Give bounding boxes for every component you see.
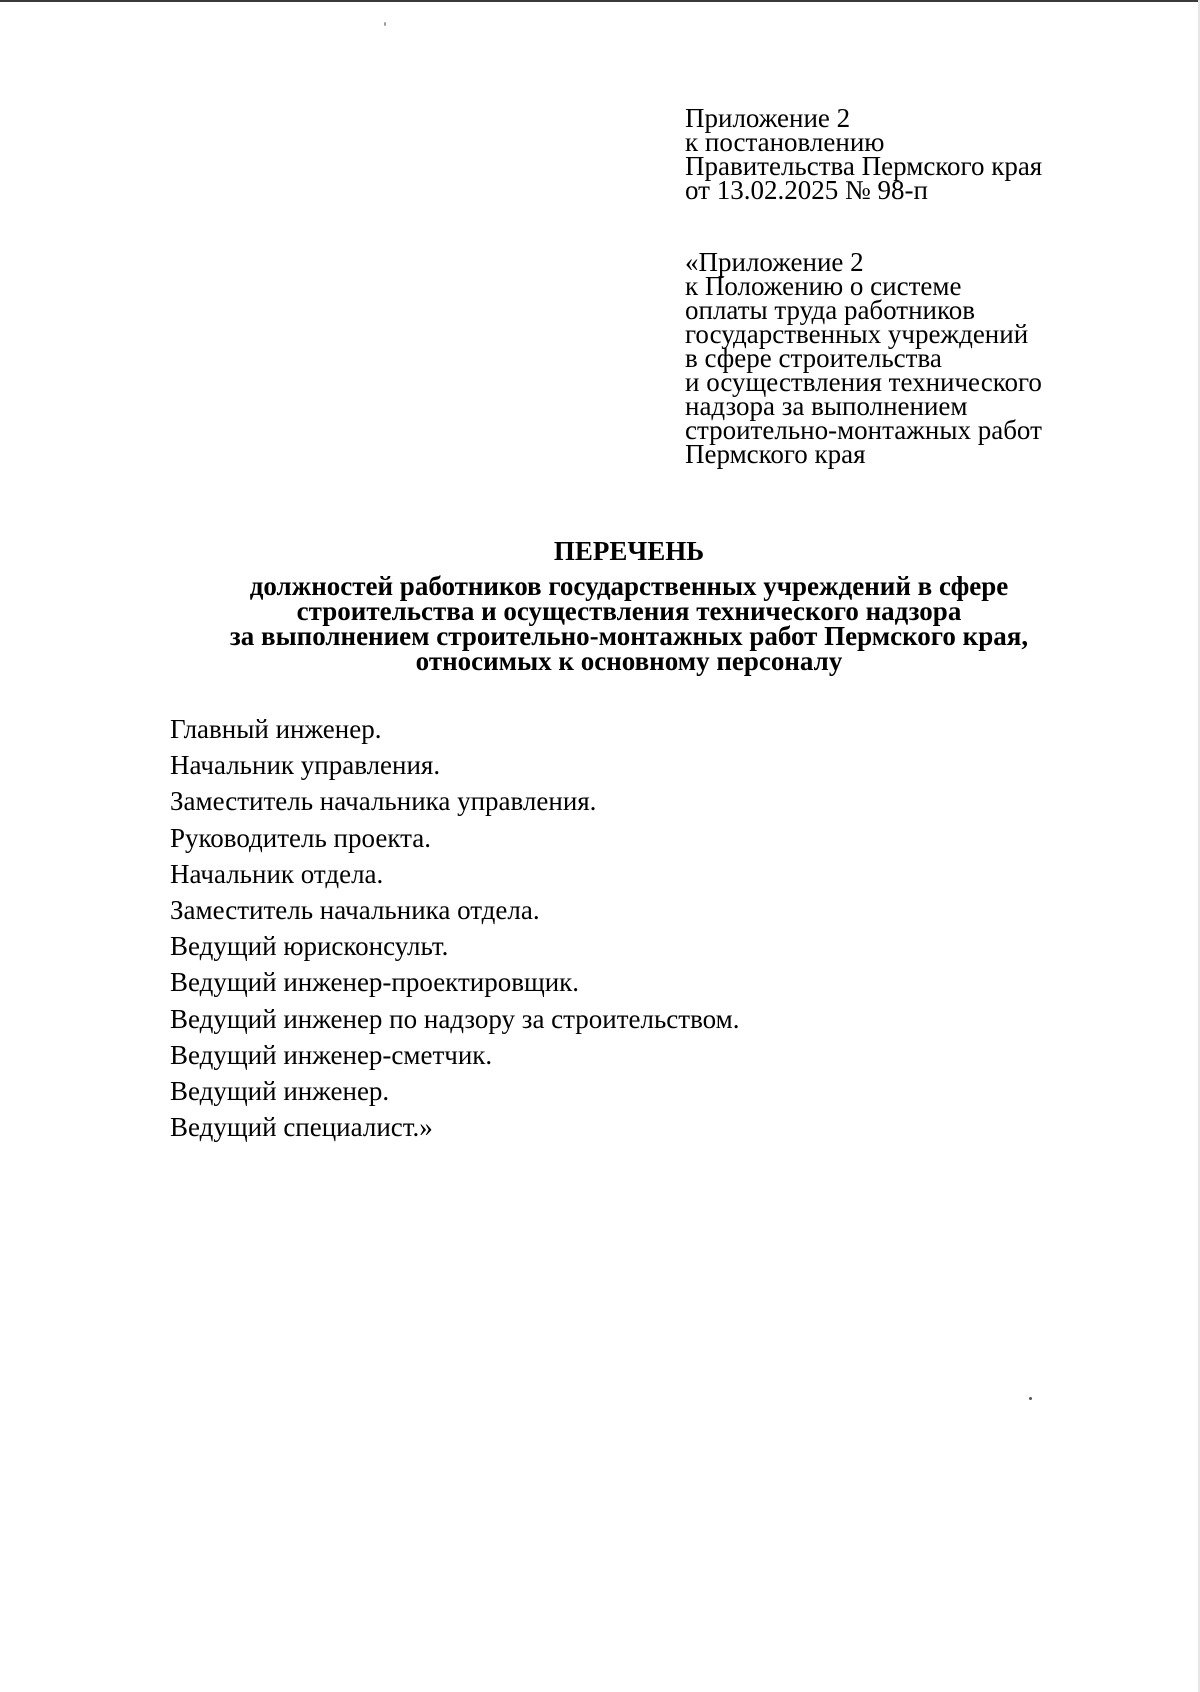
positions-list [170, 711, 1070, 1145]
attachment-line: к постановлению [685, 127, 885, 157]
subtitle-line: за выполнением строительно-монтажных работ Пермского края, [229, 621, 1029, 651]
attachment-line: оплаты труда работников [685, 295, 975, 325]
list-item: Ведущий юрисконсульт. [170, 931, 449, 962]
attachment-header-regulation [685, 247, 1165, 469]
list-item: Заместитель начальника управления. [170, 786, 597, 817]
attachment-line: государственных учреждений [685, 319, 1029, 349]
list-item: Ведущий специалист.» [170, 1112, 433, 1143]
document-title: ПЕРЕЧЕНЬ [553, 536, 705, 566]
list-item: Начальник отдела. [170, 858, 384, 889]
list-item: Начальник управления. [170, 750, 441, 781]
scan-edge-top [0, 0, 1200, 2]
attachment-line: «Приложение 2 [685, 247, 864, 277]
attachment-header-resolution [685, 103, 1165, 205]
attachment-line: в сфере строительства [685, 343, 942, 373]
list-item: Ведущий инженер-проектировщик. [170, 967, 580, 998]
attachment-line: Приложение 2 [685, 103, 851, 133]
attachment-line: Правительства Пермского края [685, 151, 1043, 181]
document-subtitle [0, 571, 1200, 676]
subtitle-line: строительства и осуществления технического надзора [296, 596, 962, 626]
subtitle-line: относимых к основному персоналу [415, 646, 843, 676]
subtitle-line: должностей работников государственных учреждений в сфере [249, 571, 1009, 601]
list-item: Ведущий инженер по надзору за строительством. [170, 1003, 740, 1034]
list-item: Ведущий инженер-сметчик. [170, 1039, 493, 1070]
list-item: Главный инженер. [170, 714, 382, 744]
attachment-line: и осуществления технического [685, 367, 1042, 397]
attachment-line: Пермского края [685, 439, 866, 469]
attachment-line: строительно-монтажных работ [685, 415, 1042, 445]
list-item: Заместитель начальника отдела. [170, 894, 540, 925]
list-item: Ведущий инженер. [170, 1075, 390, 1106]
list-item: Руководитель проекта. [170, 822, 431, 853]
scan-speck [1029, 1397, 1032, 1400]
attachment-line: надзора за выполнением [685, 391, 968, 421]
attachment-line: к Положению о системе [685, 271, 962, 301]
attachment-line: от 13.02.2025 № 98-п [685, 175, 928, 205]
scan-speck [384, 22, 386, 26]
